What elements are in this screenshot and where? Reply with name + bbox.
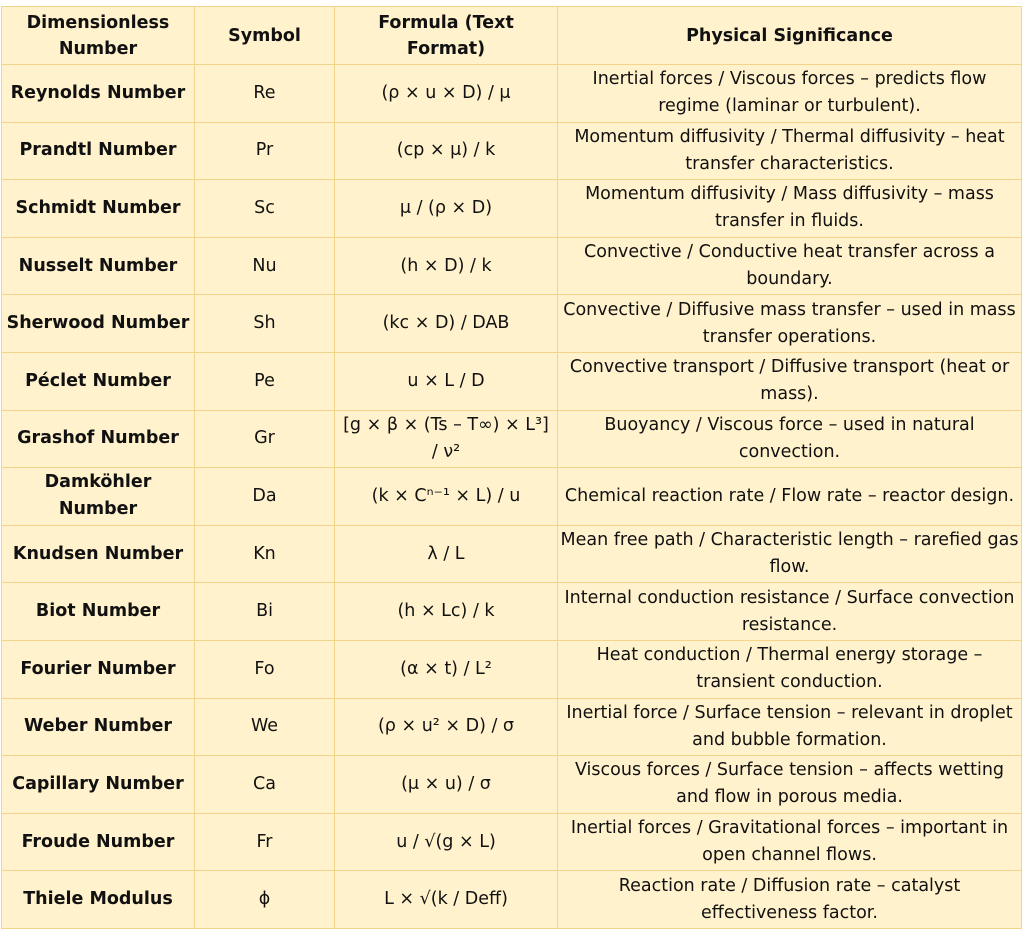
symbol-cell: Gr	[195, 410, 335, 468]
formula-cell: u / √(g × L)	[335, 813, 558, 871]
significance-cell: Reaction rate / Diffusion rate – catalyst effectiveness factor.	[558, 871, 1022, 929]
significance-cell: Convective / Diffusive mass transfer – used in mass transfer operations.	[558, 295, 1022, 353]
symbol-cell: Fr	[195, 813, 335, 871]
header-formula: Formula (Text Format)	[335, 7, 558, 65]
symbol-cell: Fo	[195, 640, 335, 698]
formula-cell: (ρ × u² × D) / σ	[335, 698, 558, 756]
symbol-cell: We	[195, 698, 335, 756]
table-row	[2, 122, 1022, 180]
significance-cell: Inertial forces / Gravitational forces – important in open channel flows.	[558, 813, 1022, 871]
table-row	[2, 237, 1022, 295]
name-cell: Biot Number	[2, 583, 195, 641]
significance-cell: Viscous forces / Surface tension – affects wetting and flow in porous media.	[558, 756, 1022, 814]
symbol-cell: Sh	[195, 295, 335, 353]
table-row	[2, 813, 1022, 871]
significance-cell: Momentum diffusivity / Thermal diffusivity – heat transfer characteristics.	[558, 122, 1022, 180]
name-cell: Fourier Number	[2, 640, 195, 698]
table-row	[2, 468, 1022, 526]
symbol-cell: Pr	[195, 122, 335, 180]
symbol-cell: Ca	[195, 756, 335, 814]
table-body	[2, 65, 1022, 929]
name-cell: Capillary Number	[2, 756, 195, 814]
name-cell: Prandtl Number	[2, 122, 195, 180]
table-row	[2, 352, 1022, 410]
symbol-cell: Bi	[195, 583, 335, 641]
symbol-cell: Kn	[195, 525, 335, 583]
header-row	[2, 7, 1022, 65]
formula-cell: (h × D) / k	[335, 237, 558, 295]
table-container	[1, 6, 1021, 928]
symbol-cell: ϕ	[195, 871, 335, 929]
header-physical-significance: Physical Significance	[558, 7, 1022, 65]
name-cell: Péclet Number	[2, 352, 195, 410]
formula-cell: λ / L	[335, 525, 558, 583]
table-row	[2, 698, 1022, 756]
significance-cell: Mean free path / Characteristic length – rarefied gas flow.	[558, 525, 1022, 583]
symbol-cell: Da	[195, 468, 335, 526]
significance-cell: Chemical reaction rate / Flow rate – reactor design.	[558, 468, 1022, 526]
name-cell: Damköhler Number	[2, 468, 195, 526]
table-row	[2, 583, 1022, 641]
header-symbol: Symbol	[195, 7, 335, 65]
name-cell: Weber Number	[2, 698, 195, 756]
table-row	[2, 295, 1022, 353]
symbol-cell: Re	[195, 65, 335, 123]
formula-cell: L × √(k / Deff)	[335, 871, 558, 929]
table-row	[2, 640, 1022, 698]
formula-cell: (α × t) / L²	[335, 640, 558, 698]
significance-cell: Inertial forces / Viscous forces – predicts flow regime (laminar or turbulent).	[558, 65, 1022, 123]
table-row	[2, 756, 1022, 814]
formula-cell: u × L / D	[335, 352, 558, 410]
formula-cell: (ρ × u × D) / μ	[335, 65, 558, 123]
formula-cell: (μ × u) / σ	[335, 756, 558, 814]
significance-cell: Inertial force / Surface tension – relevant in droplet and bubble formation.	[558, 698, 1022, 756]
dimensionless-numbers-table	[1, 6, 1022, 929]
formula-cell: [g × β × (Ts – T∞) × L³] / ν²	[335, 410, 558, 468]
significance-cell: Convective / Conductive heat transfer across a boundary.	[558, 237, 1022, 295]
table-row	[2, 65, 1022, 123]
formula-cell: (kc × D) / DAB	[335, 295, 558, 353]
significance-cell: Momentum diffusivity / Mass diffusivity – mass transfer in fluids.	[558, 180, 1022, 238]
table-row	[2, 871, 1022, 929]
significance-cell: Internal conduction resistance / Surface convection resistance.	[558, 583, 1022, 641]
table-row	[2, 410, 1022, 468]
formula-cell: (h × Lc) / k	[335, 583, 558, 641]
formula-cell: (k × Cⁿ⁻¹ × L) / u	[335, 468, 558, 526]
formula-cell: μ / (ρ × D)	[335, 180, 558, 238]
table-row	[2, 525, 1022, 583]
formula-cell: (cp × μ) / k	[335, 122, 558, 180]
name-cell: Reynolds Number	[2, 65, 195, 123]
name-cell: Schmidt Number	[2, 180, 195, 238]
name-cell: Sherwood Number	[2, 295, 195, 353]
name-cell: Nusselt Number	[2, 237, 195, 295]
name-cell: Froude Number	[2, 813, 195, 871]
name-cell: Thiele Modulus	[2, 871, 195, 929]
significance-cell: Buoyancy / Viscous force – used in natural convection.	[558, 410, 1022, 468]
name-cell: Grashof Number	[2, 410, 195, 468]
header-dimensionless-number: Dimensionless Number	[2, 7, 195, 65]
name-cell: Knudsen Number	[2, 525, 195, 583]
significance-cell: Convective transport / Diffusive transport (heat or mass).	[558, 352, 1022, 410]
symbol-cell: Sc	[195, 180, 335, 238]
symbol-cell: Pe	[195, 352, 335, 410]
significance-cell: Heat conduction / Thermal energy storage – transient conduction.	[558, 640, 1022, 698]
symbol-cell: Nu	[195, 237, 335, 295]
table-row	[2, 180, 1022, 238]
